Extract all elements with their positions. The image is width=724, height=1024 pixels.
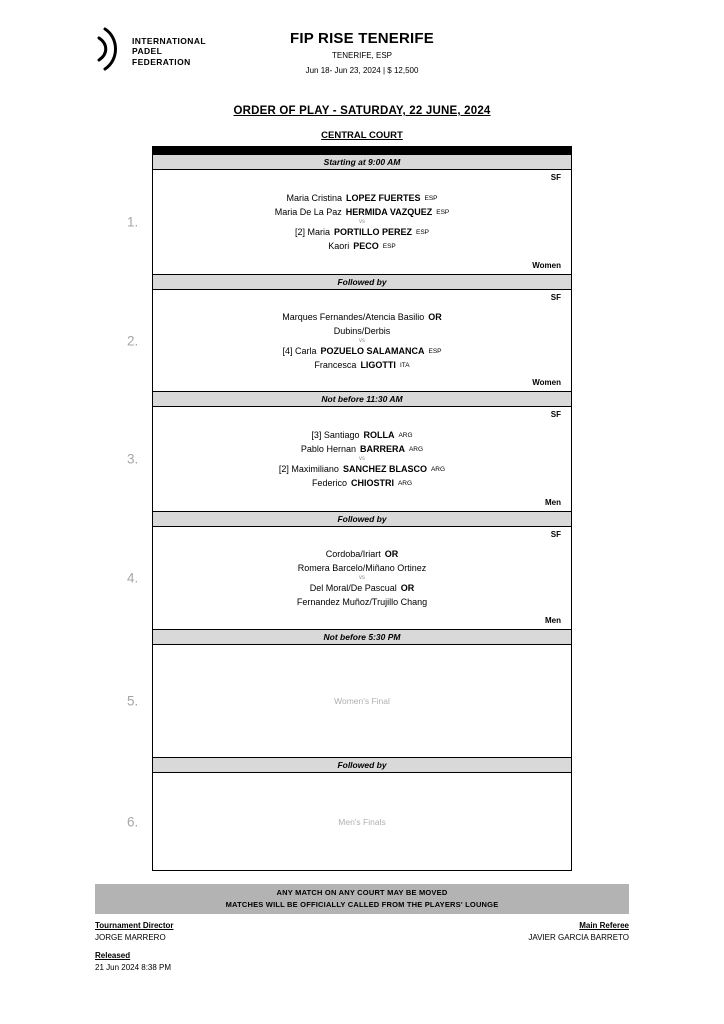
page-header	[0, 0, 724, 84]
match-number: 3.	[127, 451, 139, 467]
match-slot-5	[127, 629, 571, 757]
schedule-label: Starting at 9:00 AM	[323, 157, 401, 167]
country-code: ESP	[428, 347, 442, 355]
country-code: ARG	[430, 466, 446, 473]
category-label: Women	[532, 261, 561, 270]
player-line	[163, 430, 561, 440]
match-box-6	[127, 773, 571, 870]
match-number: 1.	[127, 214, 139, 230]
player-line	[163, 241, 561, 251]
schedule-header-6	[153, 757, 571, 773]
match-box-3	[127, 407, 571, 511]
match-box-1	[127, 170, 571, 274]
event-title: FIP RISE TENERIFE	[290, 30, 434, 47]
country-code: ARG	[398, 432, 413, 439]
vs-label: vs	[359, 337, 365, 344]
match-number: 6.	[127, 814, 139, 829]
match-lines	[163, 540, 561, 616]
main-referee-name: JAVIER GARCIA BARRETO	[528, 933, 629, 943]
player-first-name: Kaori	[328, 241, 350, 251]
match-box-4	[127, 527, 571, 629]
player-line	[163, 193, 561, 203]
player-first-name: [2] Maximiliano	[278, 464, 339, 474]
player-line	[163, 549, 561, 559]
match-lines	[163, 420, 561, 498]
match-lines	[163, 648, 561, 754]
player-first-name: Romera Barcelo/Miñano Ortinez	[297, 563, 427, 573]
player-last-name: LOPEZ FUERTES	[345, 193, 421, 203]
player-line	[163, 478, 561, 488]
player-line	[163, 207, 561, 217]
or-label: OR	[384, 549, 399, 559]
player-line	[163, 360, 561, 370]
match-slot-2	[127, 274, 571, 391]
vs-label: vs	[359, 575, 365, 581]
match-number: 2.	[127, 333, 139, 348]
tournament-director-label: Tournament Director	[95, 921, 174, 930]
match-slot-3	[127, 391, 571, 511]
or-label: OR	[428, 311, 442, 322]
schedule-table	[127, 146, 572, 871]
match-lines	[163, 303, 561, 378]
order-of-play-title: ORDER OF PLAY - SATURDAY, 22 JUNE, 2024	[233, 105, 491, 117]
match-number: 5.	[127, 693, 139, 709]
match-lines	[163, 183, 561, 261]
match-number: 4.	[127, 570, 139, 586]
footer-left	[95, 921, 174, 974]
footer-info	[95, 921, 629, 974]
player-last-name: LIGOTTI	[360, 359, 396, 370]
match-box-5	[127, 645, 571, 757]
event-dates: Jun 18- Jun 23, 2024 | $ 12,500	[305, 66, 419, 75]
notice-line-2: MATCHES WILL BE OFFICIALLY CALLED FROM THE PLAYERS' LOUNGE	[225, 900, 499, 909]
player-first-name: [3] Santiago	[311, 430, 360, 440]
schedule-header-1	[153, 154, 571, 170]
player-last-name: PECO	[353, 241, 379, 251]
logo-line-1: INTERNATIONAL	[132, 35, 206, 46]
player-line	[163, 563, 561, 573]
player-first-name: Marques Fernandes/Atencia Basilio	[282, 311, 425, 322]
round-label: SF	[550, 173, 561, 182]
player-last-name: CHIOSTRI	[350, 478, 394, 488]
country-code: ARG	[408, 446, 424, 453]
player-first-name: [2] Maria	[294, 227, 330, 237]
country-code: ESP	[416, 229, 430, 236]
ipf-logo-icon	[95, 26, 125, 77]
round-label: SF	[550, 530, 561, 539]
schedule-label: Not before 5:30 PM	[323, 632, 401, 642]
player-first-name: Maria Cristina	[286, 193, 342, 203]
player-first-name: Francesca	[314, 359, 357, 370]
player-line	[163, 312, 561, 322]
round-label: SF	[550, 293, 561, 302]
player-line	[163, 227, 561, 237]
or-label: OR	[400, 583, 415, 593]
match-box-2	[127, 290, 571, 391]
match-slot-4	[127, 511, 571, 629]
round-label: SF	[550, 410, 561, 419]
player-line	[163, 326, 561, 336]
player-first-name: Dubins/Derbis	[333, 325, 391, 336]
placeholder-match-label: Men's Finals	[338, 816, 386, 827]
schedule-header-3	[153, 391, 571, 407]
player-first-name: Federico	[311, 478, 347, 488]
placeholder-match-label: Women's Final	[334, 696, 390, 706]
match-slot-1	[127, 154, 571, 274]
player-first-name: Maria De La Paz	[274, 207, 342, 217]
player-last-name: HERMIDA VAZQUEZ	[345, 207, 433, 217]
country-code: ITA	[399, 361, 410, 369]
released-label: Released	[95, 950, 131, 960]
tournament-director-name: JORGE MARRERO	[95, 933, 166, 943]
category-label: Men	[545, 616, 561, 625]
player-last-name: BARRERA	[359, 444, 405, 454]
footer-right	[528, 921, 629, 974]
country-code: ESP	[436, 209, 450, 216]
table-top-bar	[153, 147, 571, 154]
event-location: TENERIFE, ESP	[331, 51, 392, 60]
player-first-name: Del Moral/De Pascual	[309, 583, 397, 593]
player-first-name: Fernandez Muñoz/Trujillo Chang	[296, 597, 428, 607]
schedule-label: Followed by	[337, 277, 387, 287]
country-code: ESP	[424, 195, 438, 202]
player-first-name: Pablo Hernan	[300, 444, 356, 454]
schedule-label: Followed by	[337, 760, 387, 770]
federation-logo	[95, 26, 206, 77]
country-code: ARG	[397, 480, 413, 487]
federation-name	[132, 36, 206, 68]
player-last-name: PORTILLO PEREZ	[333, 227, 412, 237]
match-lines	[163, 776, 561, 867]
match-slot-6	[127, 757, 571, 870]
player-first-name: Cordoba/Iriart	[325, 549, 381, 559]
player-first-name: [4] Carla	[282, 345, 317, 356]
logo-line-3: FEDERATION	[132, 56, 191, 67]
player-last-name: POZUELO SALAMANCA	[320, 345, 425, 356]
schedule-label: Not before 11:30 AM	[321, 394, 403, 404]
main-referee-label: Main Referee	[579, 921, 629, 930]
vs-label: vs	[359, 456, 365, 462]
player-line	[163, 346, 561, 356]
player-last-name: ROLLA	[363, 430, 395, 440]
schedule-header-5	[153, 629, 571, 645]
court-title: CENTRAL COURT	[321, 130, 403, 141]
vs-label: vs	[359, 219, 365, 225]
notice-bar	[95, 884, 629, 914]
notice-line-1: ANY MATCH ON ANY COURT MAY BE MOVED	[276, 888, 448, 897]
player-line	[163, 597, 561, 607]
category-label: Men	[545, 498, 561, 507]
logo-line-2: PADEL	[132, 46, 163, 57]
category-label: Women	[532, 378, 561, 387]
player-line	[163, 464, 561, 474]
schedule-header-4	[153, 511, 571, 527]
player-last-name: SANCHEZ BLASCO	[342, 464, 427, 474]
released-datetime: 21 Jun 2024 8:38 PM	[95, 963, 172, 973]
schedule-label: Followed by	[337, 514, 387, 524]
player-line	[163, 444, 561, 454]
country-code: ESP	[382, 243, 396, 250]
player-line	[163, 583, 561, 593]
schedule-header-2	[153, 274, 571, 290]
